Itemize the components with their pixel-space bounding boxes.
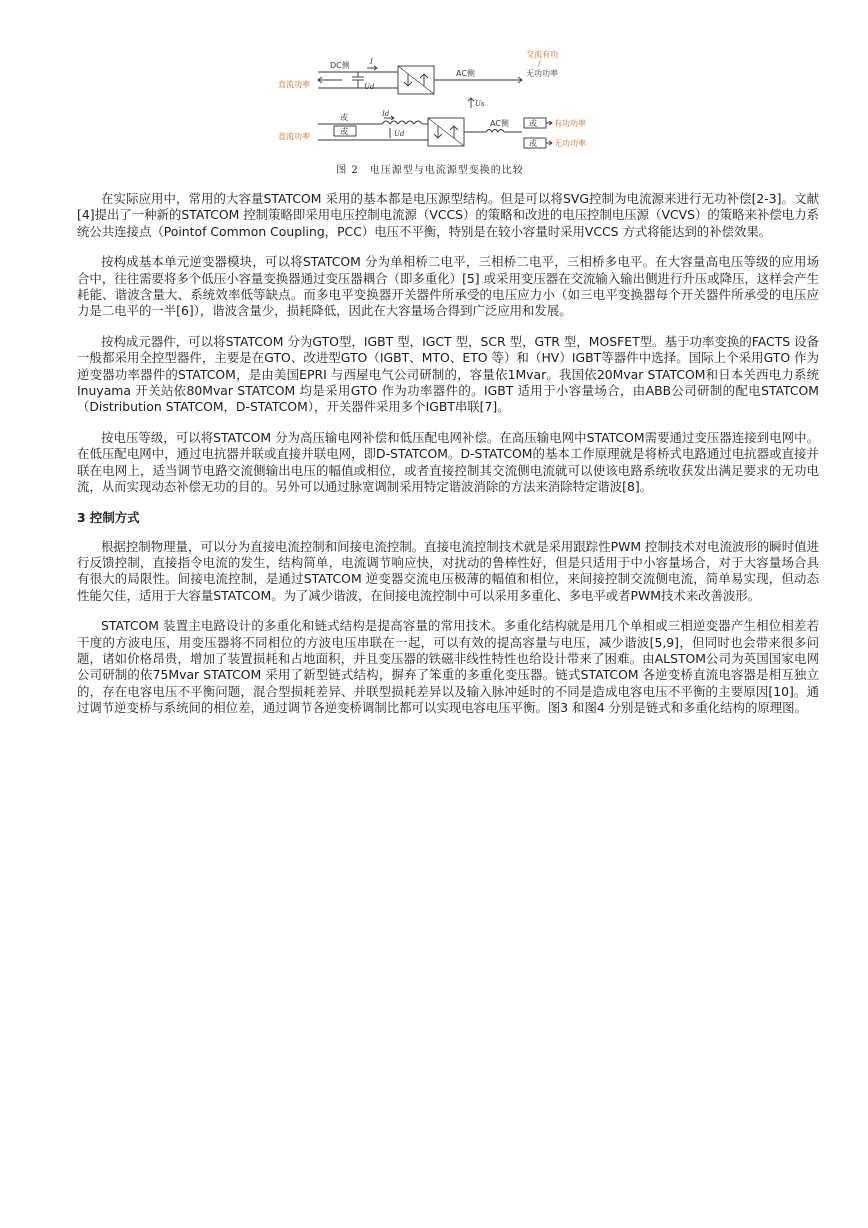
- label-ac-side-top: AC侧: [456, 69, 475, 78]
- paragraph-6: STATCOM 装置主电路设计的多重化和链式结构是提高容量的常用技术。多重化结构就是用几个单相或三相逆变器产生相位相差若干度的方波电压，用变压器将不同相位的方波电压串联在一起，可以有效的提高容量与电压，减少谐波[5,9]，但同时也会带来很多问题，诸如价格昂贵，增加了装置损耗和占地面积，并且变压器的铁磁非线性特性也给设计带来了困难。由ALSTOM公司为英国国家电网公司研制的依75Mvar STATCOM 采用了新型链式结构，摒弃了笨重的多重化变压器。链式STATCOM 各逆变桥直流电容器是相互独立的，存在电容电压不平衡问题，混合型损耗差异、并联型损耗差异以及输入脉冲延时的不同是造成电容电压不平衡的主要原因[10]。通过调节逆变桥与系统间的相位差，通过调节各逆变桥调制比都可以实现电容电压平衡。图3 和图4 分别是链式和多重化结构的原理图。: [77, 618, 819, 716]
- label-sym-us: Us: [475, 100, 485, 108]
- label-or-right-b: 或: [529, 139, 537, 148]
- figure-2-diagram: [272, 44, 602, 179]
- paragraph-3: 按构成元器件，可以将STATCOM 分为GTO型，IGBT 型，IGCT 型，SCR 型，GTR 型，MOSFET型。基于功率变换的FACTS 设备一般都采用全控型器件，主要是在GTO、改进型GTO（IGBT、MTO、ETO 等）和（HV）IGBT等器件中选择。国际上个采用GTO 作为逆变器功率器件的STATCOM，是由美国EPRI 与西屋电气公司研制的，容量依1Mvar。我国依20Mvar STATCOM和日本关西电力系统Inuyama 开关站依80Mvar STATCOM 均是采用GTO 作为功率器件的。IGBT 适用于小容量场合，由ABB公司研制的配电STATCOM（Distribution STATCOM，D-STATCOM），开关器件采用多个IGBT串联[7]。: [77, 333, 819, 415]
- label-slash: /: [538, 59, 541, 68]
- circuit-schematic: [272, 44, 602, 164]
- paragraph-4: 按电压等级，可以将STATCOM 分为高压输电网补偿和低压配电网补偿。在高压输电网中STATCOM需要通过变压器连接到电网中。在低压配电网中，通过电抗器并联或直接并联电网，即D-STATCOM。D-STATCOM的基本工作原理就是将桥式电路通过电抗器或直接并联在电网上，适当调节电路交流侧输出电压的幅值或相位，或者直接控制其交流侧电流就可以使该电路系统收获发出满足要求的无功电流，从而实现动态补偿无功的目的。另外可以通过脉宽调制采用特定谐波消除的方法来消除特定谐波[8]。: [77, 429, 819, 495]
- label-or-right-a: 或: [529, 119, 537, 128]
- paragraph-2: 按构成基本单元逆变器模块，可以将STATCOM 分为单相桥二电平，三相桥二电平，三相桥多电平。在大容量高电压等级的应用场合中，往往需要将多个低压小容量变换器通过变压器耦合（即多重化）[5] 或采用变压器在交流输入输出侧进行升压或降压，这样会产生耗能、谐波含量大、系统效率低等缺点。而多电平变换器开关器件所承受的电压应力小（如三电平变换器每个开关器件所承受的电压应力是二电平的一半[6]），谐波含量少，损耗降低，因此在大容量场合得到广泛应用和发展。: [77, 254, 819, 319]
- label-or-left-a: 或: [340, 113, 348, 122]
- label-ac-active-top: 交流有功: [526, 50, 558, 59]
- label-dc-power-top: 直流功率: [278, 80, 310, 89]
- label-ac-side-bottom: AC侧: [490, 119, 509, 128]
- label-or-left-b: 或: [340, 127, 348, 136]
- label-ac-active-bottom: 有功功率: [554, 119, 586, 128]
- label-dc-side-top: DC侧: [330, 61, 350, 70]
- label-sym-id-bottom: Id: [382, 110, 390, 118]
- label-sym-i-top: I: [370, 58, 373, 66]
- label-dc-power-bottom: 直流功率: [278, 132, 310, 141]
- figure-caption: 图 2 电压源型与电流源型变换的比较: [336, 165, 524, 176]
- paragraph-5: 根据控制物理量，可以分为直接电流控制和间接电流控制。直接电流控制技术就是采用跟踪性PWM 控制技术对电流波形的瞬时值进行反馈控制，直接指令电流的发生，结构简单，电流调节响应快，对扰动的鲁棒性好，但是只适用于中小容量场合，对于大容量场合具有很大的局限性。间接电流控制，是通过STATCOM 逆变器交流电压极薄的幅值和相位，来间接控制交流侧电流，简单易实现，但动态性能欠佳，适用于大容量STATCOM。为了减少谐波，在间接电流控制中可以采用多重化、多电平或者PWM技术来改善波形。: [77, 538, 819, 603]
- label-sym-ud-top: Ud: [364, 83, 375, 91]
- label-ac-reactive-top: 无功功率: [526, 69, 558, 78]
- label-sym-ud-bottom: Ud: [394, 130, 405, 138]
- section-heading-control-methods: 3 控制方式: [77, 509, 140, 525]
- paragraph-1: 在实际应用中，常用的大容量STATCOM 采用的基本都是电压源型结构。但是可以将SVG控制为电流源来进行无功补偿[2-3]。文献[4]提出了一种新的STATCOM 控制策略即采用电压控制电流源（VCCS）的策略和改进的电压控制电压源（VCVS）的策略来补偿电力系统公共连接点（Pointof Common Coupling，PCC）电压不平衡，特别是在较小容量时采用VCCS 方式将能达到的补偿效果。: [77, 191, 819, 239]
- article-body: [77, 191, 819, 731]
- label-ac-reactive-bottom: 无功功率: [554, 139, 586, 148]
